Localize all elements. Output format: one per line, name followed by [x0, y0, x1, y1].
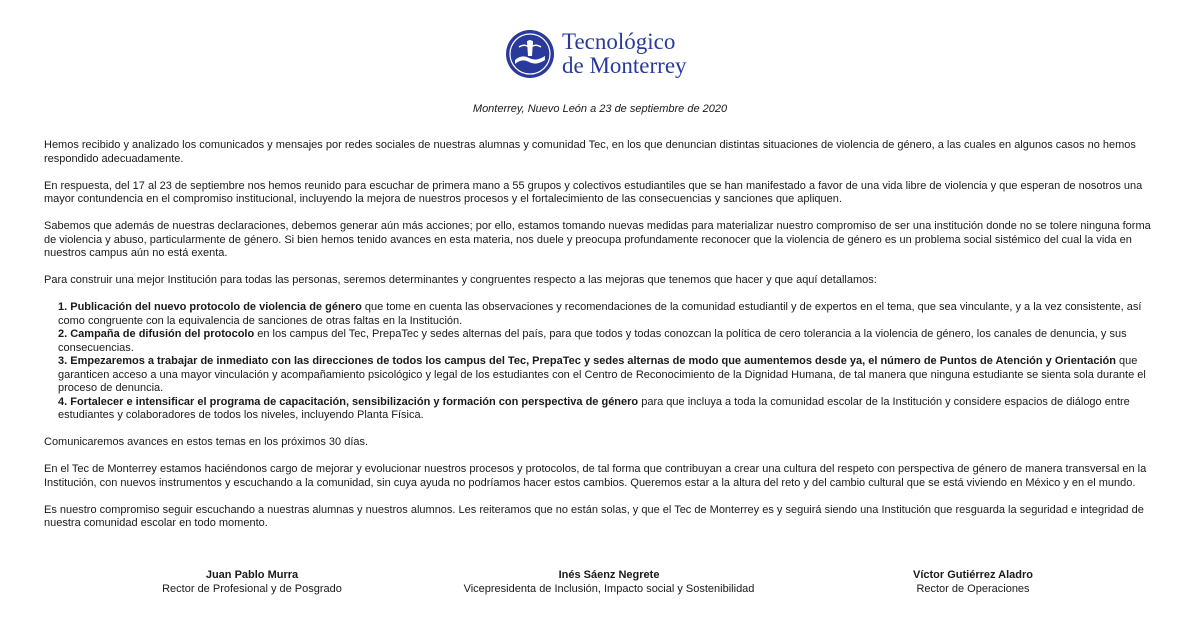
paragraph: Hemos recibido y analizado los comunicados y mensajes por redes sociales de nuestras alumnas y comunidad Tec, en los que denuncian distintas situaciones de violencia de género, a las cuales en algunos casos no hemos respondido adecuadamente.	[44, 139, 1136, 165]
paragraph: Sabemos que además de nuestras declaraciones, debemos generar aún más acciones; por ello, estamos tomando nuevas medidas para materializar nuestro compromiso de ser una institución donde no se tolere ninguna forma de violencia y abuso, particularmente de género. Si bien hemos tenido avances en esta materia, nos duele y preocupa profundamente reconocer que la violencia de género es un problema social sistémico del cual la vida en nuestros campus aún no está exenta.	[44, 220, 1151, 259]
letter-date: Monterrey, Nuevo León a 23 de septiembre de 2020	[472, 103, 728, 115]
list-item-text: en los campus del Tec, PrepaTec y sedes alternas del país, para que todos y todas conozcan la política de cero tolerancia a la violencia de género, los canales de denuncia, y sus consecuencias.	[58, 328, 1127, 354]
tec-de-monterrey-seal-icon	[505, 29, 555, 79]
paragraph: Es nuestro compromiso seguir escuchando a nuestras alumnas y nuestros alumnos. Les reiteramos que no están solas, y que el Tec de Monterrey es y seguirá siendo una Institución que resguarda la seguridad e integridad de nuestra comunidad escolar en todo momento.	[44, 503, 1144, 529]
list-item-text: para que incluya a toda la comunidad escolar de la Institución y considere espacios de diálogo entre estudiantes y colaboradores de todos los niveles, incluyendo Planta Física.	[58, 395, 1130, 421]
list-item-text: que tome en cuenta las observaciones y recomendaciones de la comunidad estudiantil y de expertos en el tema, que sea vinculante, y a la vez consistente, así como congruente con la equivalencia de sanciones de otras faltas en la Institución.	[58, 301, 1142, 327]
signature	[866, 568, 1080, 596]
paragraph: En respuesta, del 17 al 23 de septiembre nos hemos reunido para escuchar de primera mano a 55 grupos y colectivos estudiantiles que se han manifestado a favor de una vida libre de violencia y que esperan de nosotros una mayor contundencia en el compromiso institucional, incluyendo la mejora de nuestros procesos y el fortalecimiento de las consecuencias y sanciones que apliquen.	[44, 179, 1143, 205]
list-item	[58, 301, 1160, 328]
paragraph: Para construir una mejor Institución para todas las personas, seremos determinantes y congruentes respecto a las mejoras que tenemos que hacer y que aquí detallamos:	[44, 274, 877, 286]
wordmark-line-2: de Monterrey	[562, 53, 687, 78]
letter-body	[44, 139, 1160, 544]
list-item-heading: 1. Publicación del nuevo protocolo de violencia de género	[58, 301, 362, 313]
signature	[140, 568, 364, 596]
signatory-name: Juan Pablo Murra	[205, 569, 299, 581]
signatory-title: Rector de Profesional y de Posgrado	[162, 583, 342, 595]
signatory-name: Inés Sáenz Negrete	[558, 569, 660, 581]
list-item	[58, 355, 1160, 396]
signature-block	[0, 568, 1200, 608]
signature	[434, 568, 784, 596]
list-item-heading: 3. Empezaremos a trabajar de inmediato con las direcciones de todos los campus del Tec, PrepaTec y sedes alternas de modo que aumentemos desde ya, el número de Puntos de Atención y Orientación	[58, 355, 1116, 367]
list-item-heading: 2. Campaña de difusión del protocolo	[58, 328, 255, 340]
list-item-heading: 4. Fortalecer e intensificar el programa de capacitación, sensibilización y formación con perspectiva de género	[58, 395, 639, 408]
wordmark-line-1: Tecnológico	[562, 29, 676, 54]
signatory-name: Víctor Gutiérrez Aladro	[912, 569, 1033, 581]
list-item-text: que garanticen acceso a una mayor vinculación y acompañamiento psicológico y legal de los estudiantes con el Centro de Reconocimiento de la Dignidad Humana, de tal manera que ninguna estudiante se sienta sola durante el proceso de denuncia.	[58, 355, 1146, 394]
letterhead	[0, 24, 1200, 84]
measures-list	[44, 301, 1160, 423]
list-item	[58, 328, 1160, 355]
institution-wordmark	[562, 30, 687, 78]
list-item	[58, 396, 1160, 423]
signatory-title: Vicepresidenta de Inclusión, Impacto social y Sostenibilidad	[463, 583, 755, 595]
paragraph: En el Tec de Monterrey estamos haciéndonos cargo de mejorar y evolucionar nuestros procesos y protocolos, de tal forma que contribuyan a crear una cultura del respeto con perspectiva de género de manera transversal en la Institución, con nuevos instrumentos y escuchando a la comunidad, sin cuya ayuda no podríamos hacer estos cambios. Queremos estar a la altura del reto y del cambio cultural que se está viviendo en México y en el mundo.	[44, 463, 1147, 489]
paragraph: Comunicaremos avances en estos temas en los próximos 30 días.	[44, 436, 369, 448]
signatory-title: Rector de Operaciones	[916, 583, 1030, 595]
